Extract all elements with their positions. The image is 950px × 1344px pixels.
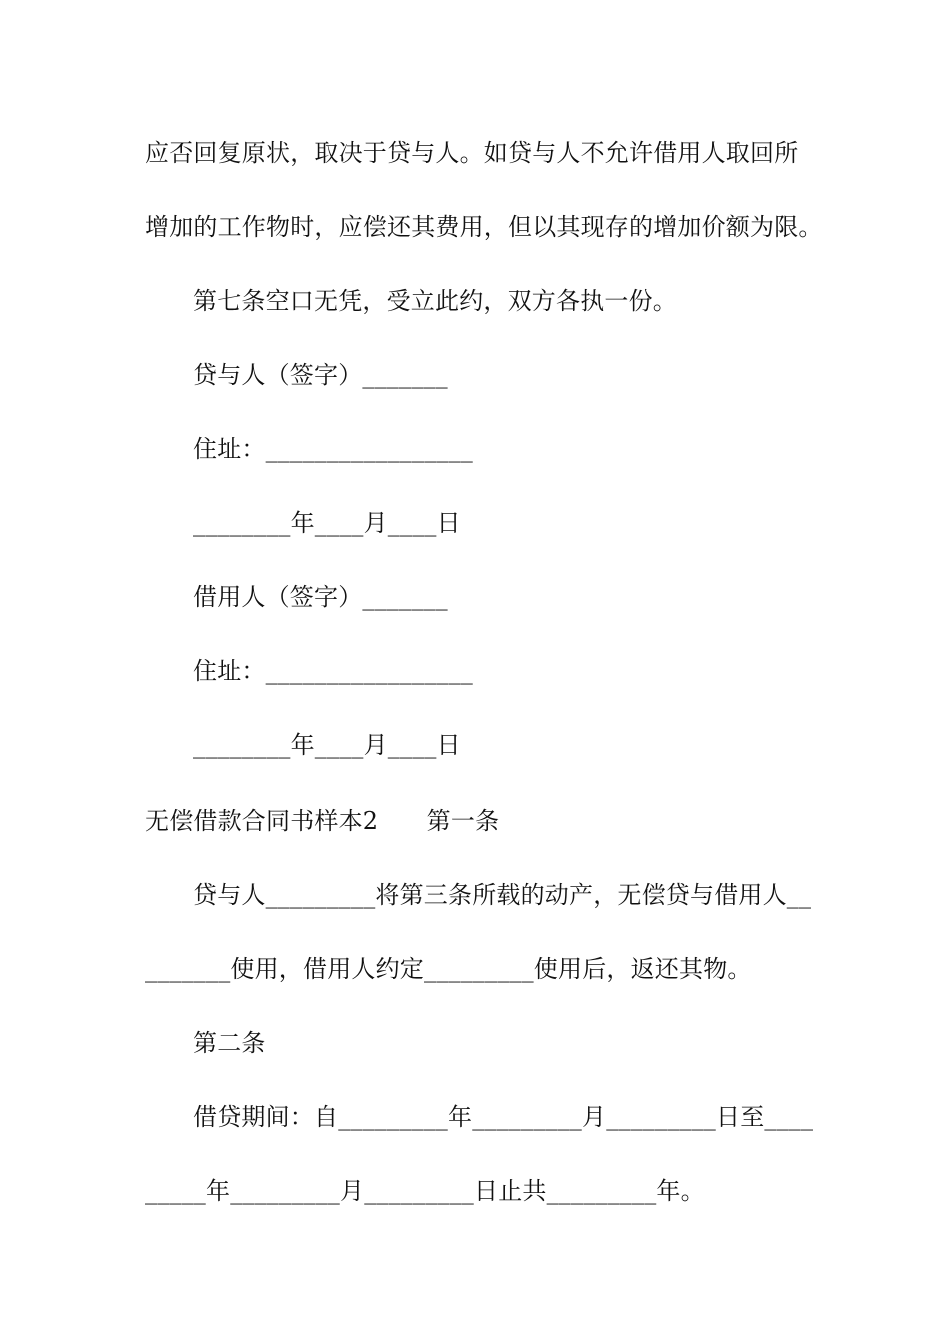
lender-signature-line: 贷与人（签字）_______ — [193, 361, 448, 389]
paragraph-line-expense: 增加的工作物时，应偿还其费用，但以其现存的增加价额为限。 — [145, 213, 823, 241]
borrower-signature-line: 借用人（签字）_______ — [193, 583, 448, 611]
article-one-line-2: _______使用，借用人约定_________使用后，返还其物。 — [145, 955, 752, 983]
lender-address-line: 住址：_________________ — [193, 435, 473, 463]
section-heading-sample-2: 无偿借款合同书样本2 第一条 — [145, 807, 500, 835]
loan-period-line-2: _____年_________月_________日止共_________年。 — [145, 1177, 705, 1205]
article-seven: 第七条空口无凭，受立此约，双方各执一份。 — [193, 287, 677, 315]
borrower-date-line: ________年____月____日 — [193, 731, 461, 759]
paragraph-line-restoration: 应否回复原状，取决于贷与人。如贷与人不允许借用人取回所 — [145, 139, 799, 167]
loan-period-line-1: 借贷期间：自_________年_________月_________日至____ — [193, 1103, 814, 1131]
lender-date-line: ________年____月____日 — [193, 509, 461, 537]
borrower-address-line: 住址：_________________ — [193, 657, 473, 685]
article-two-heading: 第二条 — [193, 1029, 266, 1057]
article-one-line-1: 贷与人_________将第三条所载的动产，无偿贷与借用人__ — [193, 881, 812, 909]
